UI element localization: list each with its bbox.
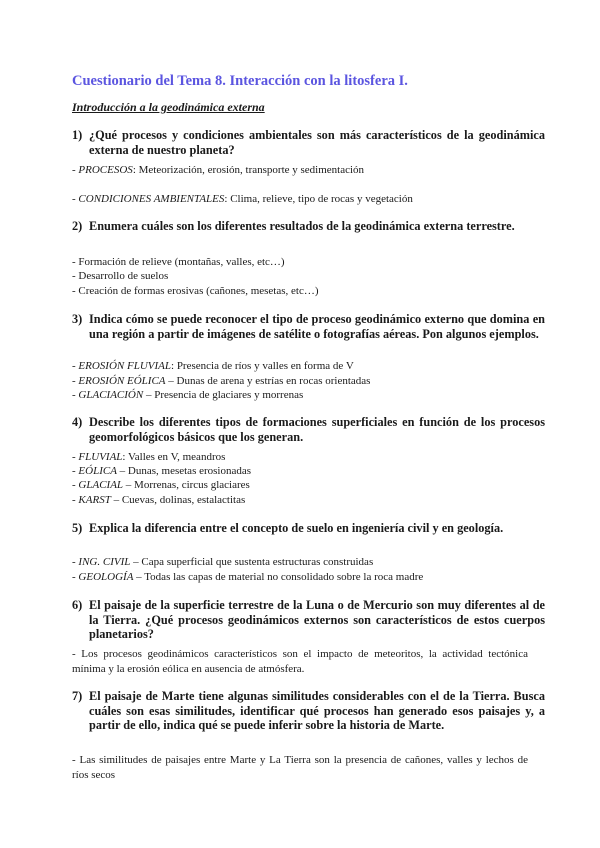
answer-label: ING. CIVIL <box>78 556 131 568</box>
answer-label: CONDICIONES AMBIENTALES <box>78 193 225 205</box>
answer-text: Clima, relieve, tipo de rocas y vegetación <box>230 193 413 205</box>
answer-line <box>72 647 528 676</box>
answer-sep: : <box>132 164 139 176</box>
answer-line <box>72 555 528 570</box>
answer-dash: - <box>72 256 79 268</box>
question-6 <box>72 598 545 642</box>
answer-sep: – <box>165 375 177 387</box>
document-title: Cuestionario del Tema 8. Interacción con la litosfera I. <box>72 73 408 89</box>
question-text: ¿Qué procesos y condiciones ambientales son más característicos de la geodinámica externa de nuestro planeta? <box>89 128 545 157</box>
section-subtitle: Introducción a la geodinámica externa <box>72 100 265 114</box>
answer-line <box>72 388 528 403</box>
answer-label: EROSIÓN EÓLICA <box>78 375 166 387</box>
answer-text: Dunas, mesetas erosionadas <box>127 465 252 477</box>
answer-label: GLACIAL <box>78 479 124 491</box>
answer-sep: – <box>130 556 142 568</box>
answer-dash: - <box>72 556 79 568</box>
answer-label: EÓLICA <box>78 465 117 477</box>
answer-text: Morrenas, circus glaciares <box>134 479 250 491</box>
answer-line <box>72 478 528 493</box>
question-1 <box>72 128 545 157</box>
answer-dash: - <box>72 479 79 491</box>
answer-sep: – <box>116 465 128 477</box>
question-number: 4) <box>72 415 83 429</box>
question-number: 7) <box>72 689 83 703</box>
answer-dash: - <box>72 571 79 583</box>
answer-dash: - <box>72 451 79 463</box>
question-number: 5) <box>72 521 83 535</box>
answer-label: GEOLOGÍA <box>78 571 134 583</box>
answer-text: Las similitudes de paisajes entre Marte y La Tierra son la presencia de cañones, valles y lechos de ríos secos <box>72 754 528 781</box>
answer-text: Formación de relieve (montañas, valles, etc…) <box>78 256 285 268</box>
answer-line <box>72 284 528 299</box>
answer-label: FLUVIAL <box>78 451 123 463</box>
answer-label: KARST <box>78 494 111 506</box>
answer-text: Creación de formas erosivas (cañones, mesetas, etc…) <box>78 285 319 297</box>
answer-dash: - <box>72 465 79 477</box>
answer-sep: : <box>122 451 129 463</box>
answer-line <box>72 255 528 270</box>
answer-dash: - <box>72 360 79 372</box>
answer-line <box>72 753 528 782</box>
answer-label: EROSIÓN FLUVIAL <box>78 360 171 372</box>
question-text: El paisaje de la superficie terrestre de la Luna o de Mercurio son muy diferentes al de la Tierra. ¿Qué procesos geodinámicos externos son característicos de estos cuerpos planetarios? <box>89 598 545 642</box>
answer-text: Desarrollo de suelos <box>78 270 169 282</box>
answer-sep: : <box>224 193 231 205</box>
question-number: 1) <box>72 128 83 142</box>
answer-dash: - <box>72 648 82 660</box>
answer-sep: : <box>171 360 177 372</box>
answer-text: Dunas de arena y estrías en rocas orientadas <box>176 375 371 387</box>
answer-line <box>72 359 528 374</box>
answer-sep: – <box>143 389 155 401</box>
answer-line <box>72 450 528 465</box>
question-4 <box>72 415 545 444</box>
answer-text: Capa superficial que sustenta estructuras construidas <box>141 556 374 568</box>
question-3 <box>72 312 545 341</box>
answer-dash: - <box>72 164 79 176</box>
question-text: Enumera cuáles son los diferentes resultados de la geodinámica externa terrestre. <box>89 219 515 233</box>
answer-sep: – <box>110 494 122 506</box>
answer-line <box>72 374 528 389</box>
question-text: Indica cómo se puede reconocer el tipo de proceso geodinámico externo que domina en una región a partir de imágenes de satélite o fotografías aéreas. Pon algunos ejemplos. <box>89 312 545 341</box>
question-text: Describe los diferentes tipos de formaciones superficiales en función de los procesos geomorfológicos básicos que los generan. <box>89 415 545 444</box>
answer-line <box>72 493 528 508</box>
answer-text: Presencia de ríos y valles en forma de V <box>176 360 354 372</box>
answer-line <box>72 464 528 479</box>
question-text: Explica la diferencia entre el concepto de suelo en ingeniería civil y en geología. <box>89 521 504 535</box>
answer-dash: - <box>72 193 79 205</box>
answer-text: Los procesos geodinámicos característicos son el impacto de meteoritos, la actividad tectónica mínima y la erosión eólica en ausencia de atmósfera. <box>72 648 528 675</box>
answer-sep: – <box>133 571 145 583</box>
answer-dash: - <box>72 270 79 282</box>
answer-label: GLACIACIÓN <box>78 389 144 401</box>
answer-line <box>72 570 528 585</box>
answer-sep: – <box>123 479 135 491</box>
question-7 <box>72 689 545 733</box>
answer-line <box>72 192 528 207</box>
question-number: 3) <box>72 312 83 326</box>
answer-dash: - <box>72 754 80 766</box>
answer-text: Cuevas, dolinas, estalactitas <box>121 494 246 506</box>
answer-dash: - <box>72 494 79 506</box>
answer-text: Presencia de glaciares y morrenas <box>154 389 304 401</box>
answer-line <box>72 163 528 178</box>
answer-label: PROCESOS <box>78 164 133 176</box>
answer-line <box>72 269 528 284</box>
question-5 <box>72 521 545 536</box>
question-text: El paisaje de Marte tiene algunas similitudes considerables con el de la Tierra. Busca cuáles son esas similitudes, identificar qué procesos han generado esos paisajes y, a partir de ello, indica qué se puede inferir sobre la historia de Marte. <box>89 689 545 733</box>
answer-text: Todas las capas de material no consolidado sobre la roca madre <box>144 571 424 583</box>
question-number: 6) <box>72 598 83 612</box>
answer-dash: - <box>72 375 79 387</box>
answer-dash: - <box>72 285 79 297</box>
question-number: 2) <box>72 219 83 233</box>
answer-text: Valles en V, meandros <box>128 451 226 463</box>
answer-text: Meteorización, erosión, transporte y sedimentación <box>138 164 365 176</box>
question-2 <box>72 219 545 234</box>
answer-dash: - <box>72 389 79 401</box>
